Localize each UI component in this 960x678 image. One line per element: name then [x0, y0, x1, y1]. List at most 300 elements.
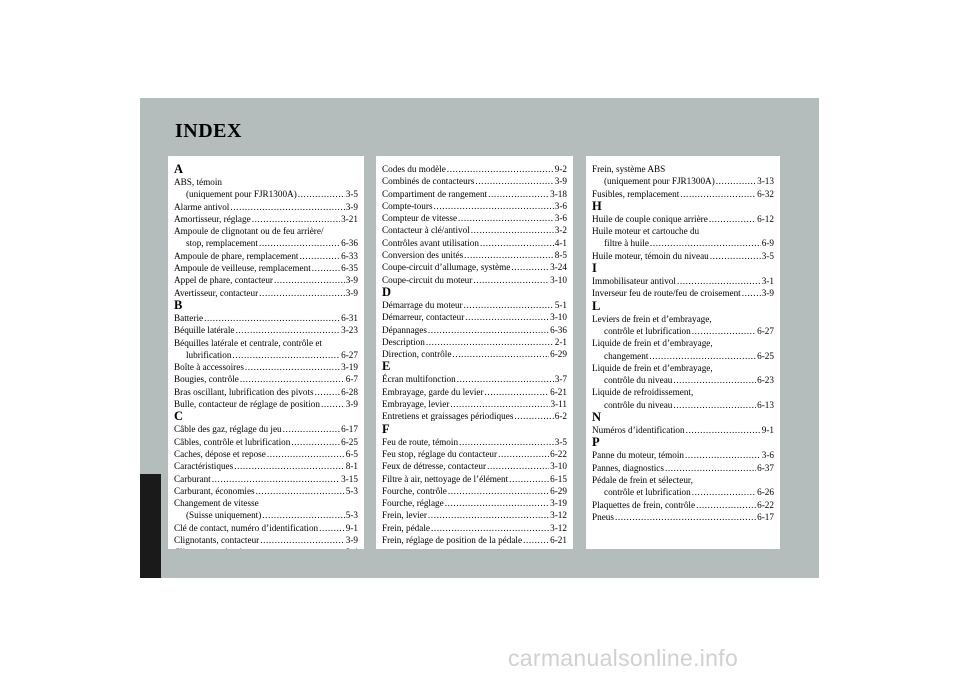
index-entry-text: Boîte à accessoires — [174, 362, 244, 373]
dot-leader — [212, 473, 340, 485]
index-entry-text: Amortisseur, réglage — [174, 213, 251, 224]
index-entry-text: Contrôles avant utilisation — [382, 237, 479, 248]
index-entry-text: Liquide de refroidissement, — [592, 387, 694, 398]
index-page-number: 6-15 — [550, 473, 567, 484]
index-page-number: 9-1 — [761, 425, 774, 436]
index-entry-text: Pneus — [592, 511, 614, 522]
index-entry-text: Numéros d’identification — [592, 425, 685, 436]
index-entry — [174, 262, 358, 274]
dot-leader — [692, 325, 756, 337]
dot-leader — [251, 546, 345, 549]
dot-leader — [615, 511, 756, 523]
index-entry — [174, 274, 358, 286]
index-entry — [382, 299, 567, 311]
index-page-number: 6-37 — [757, 462, 774, 473]
index-entry — [174, 213, 358, 225]
index-entry — [174, 448, 358, 460]
index-column-3 — [586, 156, 780, 549]
index-entry-text: Clignotants, contacteur — [174, 535, 260, 546]
dot-leader — [321, 398, 345, 410]
dot-leader — [680, 188, 756, 200]
index-page-number: 6-27 — [341, 349, 358, 360]
index-page-number: 3-6 — [554, 200, 567, 211]
index-entry-text: Immobilisateur antivol — [592, 276, 676, 287]
index-page-number: 3-6 — [761, 450, 774, 461]
dot-leader — [509, 473, 549, 485]
index-entry-text: contrôle du niveau — [604, 375, 673, 386]
index-entry — [174, 485, 358, 497]
index-page-number: 3-9 — [761, 288, 774, 299]
dot-leader — [235, 324, 340, 336]
index-entry-text: Embrayage, levier — [382, 399, 450, 410]
dot-leader — [312, 262, 340, 274]
index-entry-text: Huile moteur et cartouche du — [592, 226, 700, 237]
index-entry — [592, 275, 774, 287]
dot-leader — [448, 485, 549, 497]
index-entry — [382, 410, 567, 422]
index-entry — [382, 448, 567, 460]
dot-leader — [230, 201, 344, 213]
dot-leader — [471, 224, 554, 236]
index-entry-text: Caractéristiques — [174, 461, 234, 472]
index-entry-text: Frein, système ABS — [592, 164, 666, 174]
dot-leader — [696, 499, 756, 511]
dot-leader — [259, 237, 340, 249]
index-column-1 — [168, 156, 364, 549]
dot-leader — [457, 373, 554, 385]
index-letter-heading: L — [592, 298, 601, 313]
dot-leader — [742, 287, 761, 299]
index-entry — [382, 324, 567, 336]
dot-leader — [709, 213, 756, 225]
dot-leader — [259, 287, 345, 299]
index-page-number: 6-21 — [550, 535, 567, 546]
index-page-number: 3-5 — [554, 436, 567, 447]
index-entry — [174, 349, 358, 361]
index-entry-text: Compartiment de rangement — [382, 188, 488, 199]
dot-leader — [677, 275, 761, 287]
index-entry — [592, 188, 774, 200]
index-entry-text: Liquide de frein et d’embrayage, — [592, 362, 713, 373]
index-entry-text: Compte-tours — [382, 200, 433, 211]
dot-leader — [256, 485, 345, 497]
index-entry-text: Plaquettes de frein, contrôle — [592, 499, 696, 510]
index-entry — [174, 250, 358, 262]
index-entry-text: Batterie — [174, 312, 204, 323]
index-entry — [174, 522, 358, 534]
index-entry-text: changement — [604, 350, 649, 361]
index-entry — [174, 361, 358, 373]
index-page-number: 3-9 — [345, 399, 358, 410]
dot-leader — [465, 311, 549, 323]
index-entry — [382, 212, 567, 224]
dot-leader — [475, 175, 553, 187]
index-page-number: 5-3 — [345, 510, 358, 521]
dot-leader — [428, 324, 549, 336]
index-entry-text: Appel de phare, contacteur — [174, 275, 273, 286]
dot-leader — [673, 399, 756, 411]
index-entry — [382, 163, 567, 175]
index-page-number: 3-19 — [341, 362, 358, 373]
index-entry — [592, 399, 774, 411]
index-entry — [174, 423, 358, 435]
index-page-number: 3-12 — [550, 510, 567, 521]
dot-leader — [267, 448, 345, 460]
index-page-number: 6-17 — [341, 424, 358, 435]
index-page-number: 6-36 — [550, 324, 567, 335]
index-entry — [382, 311, 567, 323]
dot-leader — [710, 250, 761, 262]
index-page-number: 6-33 — [341, 250, 358, 261]
index-page-number: 3-10 — [550, 461, 567, 472]
index-page-number: 6-25 — [757, 350, 774, 361]
index-entry — [382, 249, 567, 261]
dot-leader — [514, 410, 553, 422]
dot-leader — [274, 274, 345, 286]
dot-leader — [487, 460, 549, 472]
index-page-number: 3-7 — [554, 374, 567, 385]
index-page-number: 6-22 — [757, 499, 774, 510]
index-page-number: 8-5 — [554, 250, 567, 261]
index-entry-text: stop, remplacement — [186, 238, 258, 249]
index-entry-text: Huile de couple conique arrière — [592, 213, 708, 224]
index-entry — [382, 224, 567, 236]
index-page-number: 3-9 — [345, 287, 358, 298]
index-page-number: 6-28 — [341, 386, 358, 397]
index-entry — [382, 237, 567, 249]
index-entry-text: Câbles, contrôle et lubrification — [174, 436, 291, 447]
index-entry-text: Écran multifonction — [382, 374, 456, 385]
dot-leader — [447, 163, 554, 175]
index-entry — [174, 237, 358, 249]
index-entry — [592, 287, 774, 299]
index-letter-heading: B — [174, 297, 183, 312]
dot-leader — [234, 460, 345, 472]
index-page-number: 3-12 — [550, 522, 567, 533]
index-entry — [382, 534, 567, 546]
dot-leader — [464, 249, 554, 261]
index-page-number: 3-11 — [550, 399, 567, 410]
index-entry — [382, 485, 567, 497]
index-entry-text: Carburant, économies — [174, 485, 255, 496]
dot-leader — [262, 509, 344, 521]
index-page-number: 6-36 — [341, 238, 358, 249]
index-page-number: 9-1 — [345, 522, 358, 533]
index-entry-text: Bougies, contrôle — [174, 374, 239, 385]
index-entry — [592, 462, 774, 474]
dot-leader — [650, 237, 761, 249]
index-entry-text: Filtre à air, nettoyage de l’élément — [382, 473, 509, 484]
index-entry-text: ABS, témoin — [174, 177, 222, 187]
index-page-number: 3-9 — [345, 535, 358, 546]
index-entry-text: Démarrage du moteur — [382, 299, 463, 310]
index-entry-text: Câble des gaz, réglage du jeu — [174, 424, 282, 435]
index-entry-text: Coupe-circuit du moteur — [382, 274, 473, 285]
dot-leader — [319, 522, 345, 534]
index-page-number: 9-2 — [554, 164, 567, 174]
dot-leader — [649, 350, 756, 362]
dot-leader — [485, 386, 550, 398]
index-page-number: 6-31 — [341, 312, 358, 323]
index-page-number: 6-2 — [554, 411, 567, 422]
index-entry-text: Liquide de frein et d’embrayage, — [592, 338, 713, 349]
page-title: INDEX — [175, 120, 242, 142]
dot-leader — [686, 424, 761, 436]
index-page-number: 3-10 — [550, 274, 567, 285]
index-page-number: 6-29 — [550, 349, 567, 360]
dot-leader — [498, 448, 549, 460]
index-entry — [592, 424, 774, 436]
index-entry-text: (uniquement pour FJR1300A) — [604, 176, 715, 187]
index-entry-text: Dépannages — [382, 324, 427, 335]
dot-leader — [431, 522, 549, 534]
index-page-number: 3-18 — [550, 188, 567, 199]
index-entry — [382, 398, 567, 410]
index-entry-text: Démarreur, contacteur — [382, 312, 465, 323]
index-entry-text: Panne du moteur, témoin — [592, 450, 685, 461]
index-page-number: 2-1 — [554, 336, 567, 347]
index-entry-text: Coupe-circuit d’allumage, système — [382, 262, 511, 273]
index-entry-text: filtre à huile — [604, 238, 649, 249]
index-entry — [174, 509, 358, 521]
dot-leader — [232, 349, 340, 361]
index-entry — [382, 497, 567, 509]
dot-leader — [445, 497, 549, 509]
index-entry — [382, 460, 567, 472]
index-entry — [174, 436, 358, 448]
index-entry-text: Description — [382, 336, 425, 347]
index-entry-text: Béquille latérale — [174, 325, 235, 336]
dot-leader — [426, 336, 554, 348]
dot-leader — [685, 449, 761, 461]
index-entry-text: lubrification — [186, 349, 232, 360]
dot-leader — [523, 534, 549, 546]
index-entry — [382, 336, 567, 348]
index-letter-heading: F — [382, 421, 390, 436]
index-page-number: 6-26 — [757, 487, 774, 498]
index-page-number: 6-7 — [345, 374, 358, 385]
index-entry — [592, 499, 774, 511]
index-entry-text: Fourche, réglage — [382, 498, 444, 509]
dot-leader — [240, 373, 345, 385]
index-entry-text: (Suisse uniquement) — [186, 510, 262, 521]
index-page-number: 3-10 — [550, 312, 567, 323]
index-letter-heading: H — [592, 198, 602, 213]
index-entry-text: Pannes, diagnostics — [592, 462, 664, 473]
dot-leader — [692, 486, 756, 498]
index-entry — [382, 373, 567, 385]
index-entry — [592, 250, 774, 262]
dot-leader — [480, 237, 554, 249]
index-entry — [592, 325, 774, 337]
index-page-number: 6-27 — [757, 325, 774, 336]
dot-leader — [245, 361, 340, 373]
index-entry — [382, 175, 567, 187]
dot-leader — [459, 436, 554, 448]
index-entry-text: Huile moteur, témoin du niveau — [592, 250, 709, 261]
index-entry-text: Ampoule de clignotant ou de feu arrière/ — [174, 226, 324, 237]
index-entry — [592, 237, 774, 249]
index-entry-text: Pédale de frein et sélecteur, — [592, 474, 693, 485]
index-entry — [382, 200, 567, 212]
index-page-number: 6-5 — [345, 448, 358, 459]
index-entry-text: Feu de route, témoin — [382, 436, 459, 447]
index-entry — [174, 460, 358, 472]
index-entry-text: Fourche, contrôle — [382, 485, 447, 496]
index-entry-text: Direction, contrôle — [382, 349, 452, 360]
index-entry — [592, 213, 774, 225]
index-entry-text: (uniquement pour FJR1300A) — [186, 189, 297, 200]
index-page-number: 6-13 — [757, 399, 774, 410]
index-entry-text: Clé de contact, numéro d’identification — [174, 522, 319, 533]
index-entry-text: Compteur de vitesse — [382, 213, 458, 224]
index-page-number: 5-3 — [345, 485, 358, 496]
index-page-number: 3-5 — [761, 250, 774, 261]
index-page-number — [346, 546, 358, 549]
index-entry — [592, 511, 774, 523]
dot-leader — [300, 250, 341, 262]
dot-leader — [283, 423, 341, 435]
index-page-number: 3-23 — [341, 325, 358, 336]
index-entry-text: Caches, dépose et repose — [174, 448, 266, 459]
index-entry — [592, 486, 774, 498]
index-letter-heading: N — [592, 410, 602, 425]
index-entry — [592, 374, 774, 386]
dot-leader — [473, 274, 549, 286]
index-entry — [382, 386, 567, 398]
index-entry — [382, 348, 567, 360]
index-page-number: 3-24 — [550, 262, 567, 273]
dot-leader — [452, 348, 549, 360]
index-entry — [592, 350, 774, 362]
index-entry — [174, 386, 358, 398]
index-letter-heading: D — [382, 284, 392, 299]
index-page-number: 6-23 — [757, 375, 774, 386]
index-page-number: 8-1 — [345, 461, 358, 472]
index-entry-text: Béquilles latérale et centrale, contrôle et — [174, 337, 322, 348]
index-entry-text: Changement de vitesse — [174, 498, 259, 509]
index-entry — [174, 398, 358, 410]
dot-leader — [298, 188, 345, 200]
index-entry — [382, 274, 567, 286]
index-entry-text: Embrayage, garde du levier — [382, 386, 484, 397]
dot-leader — [291, 436, 340, 448]
index-column-2 — [376, 156, 573, 549]
index-entry-text: Avertisseur, contacteur — [174, 287, 259, 298]
index-entry-text: Feux de détresse, contacteur — [382, 461, 487, 472]
index-entry-text: contrôle et lubrification — [604, 325, 691, 336]
dot-leader — [716, 175, 756, 187]
index-letter-heading: I — [592, 261, 597, 276]
index-entry — [174, 324, 358, 336]
dot-leader — [260, 534, 345, 546]
index-page-number: 6-21 — [550, 386, 567, 397]
index-entry — [174, 287, 358, 299]
index-page-number: 3-9 — [345, 275, 358, 286]
index-entry-text: Combinés de contacteurs — [382, 176, 475, 187]
index-entry — [382, 188, 567, 200]
index-page-number: 3-9 — [345, 201, 358, 212]
index-entry-text: Frein, pédale — [382, 522, 430, 533]
index-entry — [382, 436, 567, 448]
dot-leader — [450, 398, 549, 410]
dot-leader — [204, 312, 340, 324]
dot-leader — [434, 200, 554, 212]
index-entry — [174, 201, 358, 213]
index-entry — [592, 449, 774, 461]
index-page-number: 3-1 — [761, 276, 774, 287]
index-page-number: 3-9 — [554, 176, 567, 187]
index-page-number: 6-17 — [757, 511, 774, 522]
index-page-number: 6-29 — [550, 485, 567, 496]
index-page-number: 3-21 — [341, 213, 358, 224]
index-page-number: 5-1 — [554, 299, 567, 310]
index-entry-text: contrôle du niveau — [604, 399, 673, 410]
index-entry-text: Contacteur à clé/antivol — [382, 225, 470, 236]
index-entry-text: Leviers de frein et d’embrayage, — [592, 313, 712, 324]
chapter-tab — [140, 474, 161, 578]
dot-leader — [315, 386, 341, 398]
index-letter-heading: P — [592, 435, 600, 450]
index-entry-text: Entretiens et graissages périodiques — [382, 411, 514, 422]
index-entry-text: Ampoule de phare, remplacement — [174, 250, 299, 261]
index-page-number: 6-9 — [761, 238, 774, 249]
index-page-number: 3-19 — [550, 498, 567, 509]
index-entry-text: contrôle et lubrification — [604, 487, 691, 498]
dot-leader — [488, 188, 549, 200]
index-entry — [382, 522, 567, 534]
index-entry — [174, 534, 358, 546]
index-entry-text: Feu stop, réglage du contacteur — [382, 448, 498, 459]
dot-leader — [458, 212, 554, 224]
index-entry — [382, 261, 567, 273]
index-entry-text: Fusibles, remplacement — [592, 188, 680, 199]
index-entry — [382, 473, 567, 485]
index-entry-text: Carburant — [174, 473, 211, 484]
dot-leader — [464, 299, 554, 311]
index-entry — [174, 188, 358, 200]
dot-leader — [252, 213, 340, 225]
dot-leader — [673, 374, 756, 386]
index-page-number: 6-32 — [757, 188, 774, 199]
dot-leader — [665, 462, 756, 474]
index-letter-heading: A — [174, 162, 184, 176]
index-page-number: 6-22 — [550, 448, 567, 459]
index-entry-text: Frein, levier — [382, 510, 427, 521]
index-page-number: 3-2 — [554, 225, 567, 236]
index-page-number: 3-13 — [757, 176, 774, 187]
index-entry-text: Alarme antivol — [174, 201, 230, 212]
index-page-number: 6-35 — [341, 263, 358, 274]
index-entry — [592, 175, 774, 187]
watermark: carmanualsonline.info — [508, 645, 739, 671]
dot-leader — [428, 509, 549, 521]
index-entry-text: Frein, réglage de position de la pédale — [382, 535, 523, 546]
index-letter-heading: E — [382, 359, 391, 374]
index-entry-text: Bulle, contacteur de réglage de position — [174, 399, 320, 410]
dot-leader — [511, 261, 549, 273]
index-entry — [174, 473, 358, 485]
index-page-number: 4-1 — [554, 237, 567, 248]
index-entry-text: Bras oscillant, lubrification des pivots — [174, 386, 314, 397]
index-entry-text: Inverseur feu de route/feu de croisement — [592, 288, 741, 299]
index-page-number: 3-5 — [345, 189, 358, 200]
index-entry-text: Codes du modèle — [382, 164, 446, 174]
index-page-number: 3-6 — [554, 213, 567, 224]
index-entry-text: Conversion des unités — [382, 250, 464, 261]
index-page-number: 6-12 — [757, 213, 774, 224]
index-entry — [382, 509, 567, 521]
